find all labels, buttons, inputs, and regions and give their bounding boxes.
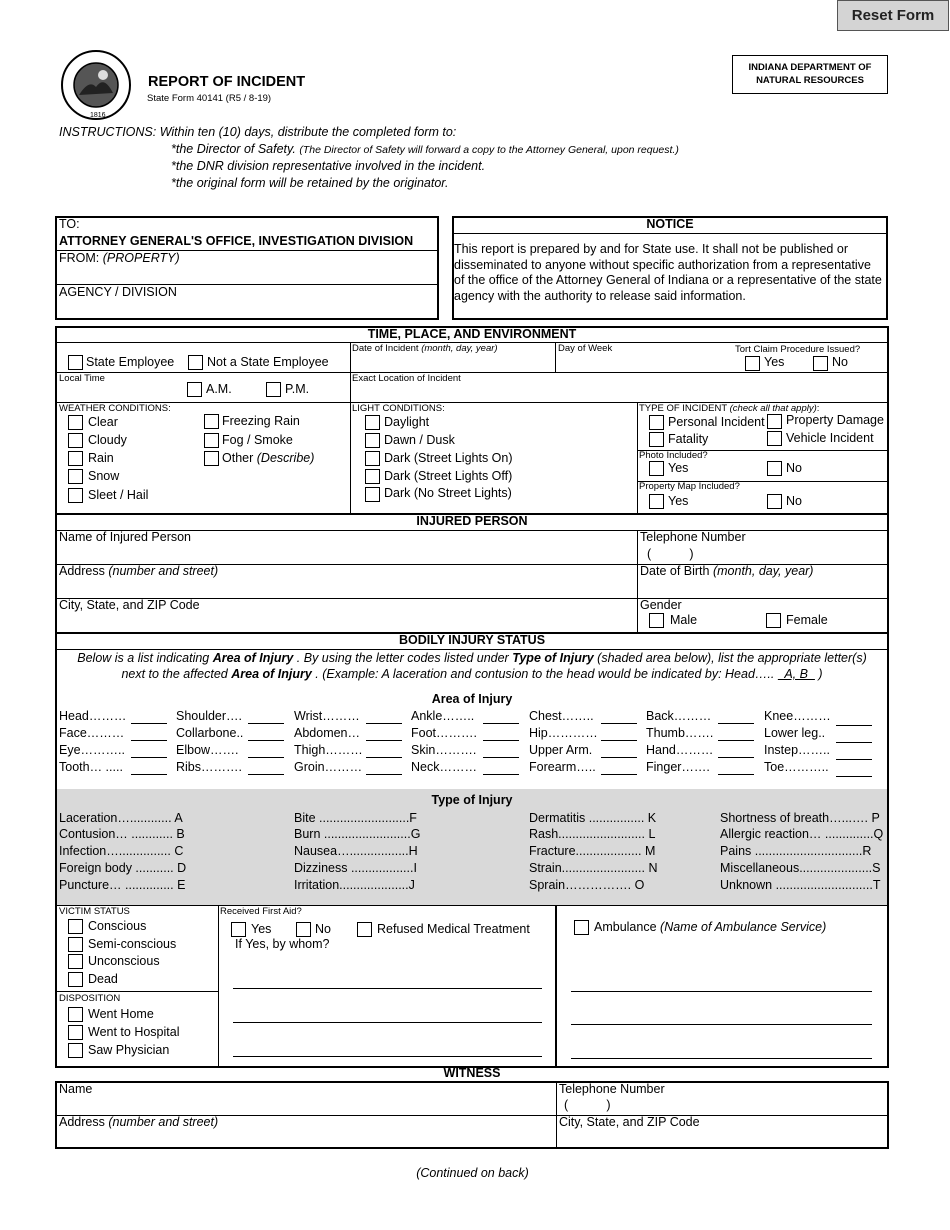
weather-fog-label: Fog / Smoke: [222, 433, 293, 447]
area-item: Toe………..: [764, 760, 829, 774]
intro2-b: Area of Injury: [231, 667, 312, 681]
ambulance-line[interactable]: [571, 1024, 872, 1025]
area-item: Upper Arm.: [529, 743, 593, 757]
notice-line3: of the office of the Attorney General of Indiana or a representative of the state: [454, 273, 882, 287]
bodily-intro-line2: [57, 667, 887, 681]
injury-type: Foreign body ........... D: [59, 861, 187, 875]
intro2-c: . (Example: A laceration and contusion to the head would be indicated by: Head…..: [311, 667, 778, 681]
area-blank[interactable]: [131, 723, 167, 724]
first-aid-yes-checkbox[interactable]: [231, 922, 246, 937]
injury-type: Sprain……………. O: [529, 878, 645, 892]
agency-line2: NATURAL RESOURCES: [756, 75, 864, 86]
light-dark-on-label: Dark (Street Lights On): [384, 451, 513, 465]
injured-city-label: City, State, and ZIP Code: [59, 598, 200, 612]
bodily-title: BODILY INJURY STATUS: [398, 633, 546, 647]
light-label: LIGHT CONDITIONS:: [352, 403, 445, 414]
weather-clear-checkbox[interactable]: [68, 415, 83, 430]
map-no-checkbox[interactable]: [767, 494, 782, 509]
injury-type: Irritation....................J: [294, 878, 415, 892]
type-vehicle-label: Vehicle Incident: [786, 431, 874, 445]
weather-sleet-checkbox[interactable]: [68, 488, 83, 503]
first-aid-line[interactable]: [233, 1056, 542, 1057]
disposition-home-label: Went Home: [88, 1007, 154, 1021]
disposition-physician-label: Saw Physician: [88, 1043, 170, 1057]
victim-dead-label: Dead: [88, 972, 118, 986]
notice-line2: disseminated to anyone without specific authorization from a representative: [454, 258, 871, 272]
by-whom-label: If Yes, by whom?: [235, 937, 330, 951]
area-item: Neck………: [411, 760, 477, 774]
injury-type: Strain........................ N: [529, 861, 658, 875]
injury-type: Contusion… ............ B: [59, 827, 185, 841]
area-blank[interactable]: [836, 776, 872, 777]
victim-status-label: VICTIM STATUS: [59, 906, 130, 917]
disposition-physician-checkbox[interactable]: [68, 1043, 83, 1058]
injury-type: Miscellaneous.....................S: [720, 861, 881, 875]
area-item: Knee………: [764, 709, 831, 723]
area-blank[interactable]: [718, 723, 754, 724]
injury-type: Burn .........................G: [294, 827, 421, 841]
area-item: Groin………: [294, 760, 363, 774]
ambulance-label: [594, 920, 826, 934]
injured-name-field[interactable]: [59, 546, 634, 562]
area-blank[interactable]: [483, 774, 519, 775]
weather-freezing-rain-label: Freezing Rain: [222, 414, 300, 428]
area-blank[interactable]: [366, 723, 402, 724]
injury-type: Laceration…............ A: [59, 811, 183, 825]
local-time-label: Local Time: [59, 373, 105, 384]
witness-city-label: City, State, and ZIP Code: [559, 1115, 700, 1129]
weather-clear-label: Clear: [88, 415, 118, 429]
weather-rain-checkbox[interactable]: [68, 451, 83, 466]
area-item: Elbow…….: [176, 743, 239, 757]
victim-unconscious-label: Unconscious: [88, 954, 160, 968]
area-item: Chest……..: [529, 709, 594, 723]
injury-type: Bite ..........................F: [294, 811, 417, 825]
area-blank[interactable]: [248, 774, 284, 775]
state-employee-checkbox[interactable]: [68, 355, 83, 370]
light-dawn-label: Dawn / Dusk: [384, 433, 455, 447]
injury-type: Pains ...............................R: [720, 844, 872, 858]
area-blank[interactable]: [601, 774, 637, 775]
area-blank[interactable]: [836, 759, 872, 760]
witness-address-note: (number and street): [108, 1115, 219, 1129]
area-blank[interactable]: [718, 740, 754, 741]
instruction-line1-note: (The Director of Safety will forward a copy to the Attorney General, upon request.): [299, 144, 679, 156]
area-blank[interactable]: [601, 757, 637, 758]
instruction-line1-main: *the Director of Safety.: [171, 142, 296, 156]
reset-form-button[interactable]: Reset Form: [837, 0, 949, 31]
notice-line4: agency with the authority to release said information.: [454, 289, 746, 303]
pm-checkbox[interactable]: [266, 382, 281, 397]
weather-sleet-label: Sleet / Hail: [88, 488, 149, 502]
tort-yes-checkbox[interactable]: [745, 356, 760, 371]
area-item: Tooth… .....: [59, 760, 123, 774]
area-blank[interactable]: [131, 740, 167, 741]
map-no-label: No: [786, 494, 802, 508]
weather-freezing-rain-checkbox[interactable]: [204, 414, 219, 429]
light-daylight-label: Daylight: [384, 415, 430, 429]
area-blank[interactable]: [718, 774, 754, 775]
injured-title: INJURED PERSON: [416, 514, 528, 528]
light-dark-off-checkbox[interactable]: [365, 469, 380, 484]
injury-type: Dizziness ..................I: [294, 861, 417, 875]
injury-type: Shortness of breath…...…. P: [720, 811, 880, 825]
intro2-e: ): [814, 667, 823, 681]
tort-claim-label: Tort Claim Procedure Issued?: [735, 344, 861, 355]
type-personal-checkbox[interactable]: [649, 415, 664, 430]
refused-treatment-checkbox[interactable]: [357, 922, 372, 937]
area-item: Wrist………: [294, 709, 360, 723]
state-employee-label: State Employee: [86, 355, 175, 369]
injured-address-field[interactable]: [59, 580, 634, 596]
day-of-week-field[interactable]: [558, 355, 728, 371]
tpe-title: TIME, PLACE, AND ENVIRONMENT: [367, 327, 577, 341]
area-item: Thigh………: [294, 743, 363, 757]
seal-year: 1816: [90, 112, 106, 119]
pm-label: P.M.: [285, 382, 310, 396]
area-title: Area of Injury: [431, 692, 513, 706]
from-field[interactable]: [230, 256, 430, 280]
area-item: Finger…….: [646, 760, 710, 774]
tort-no-checkbox[interactable]: [813, 356, 828, 371]
intro1-e: (shaded area below), list the appropriate letter(s): [593, 651, 867, 665]
injured-address-note: (number and street): [108, 564, 219, 578]
area-item: Shoulder….: [176, 709, 243, 723]
map-included-label: Property Map Included?: [639, 481, 740, 492]
injury-type: Allergic reaction… ..............Q: [720, 827, 884, 841]
gender-label: Gender: [640, 598, 682, 612]
type-property-label: Property Damage: [786, 413, 884, 427]
gender-male-label: Male: [670, 613, 698, 627]
witness-title: WITNESS: [443, 1066, 501, 1080]
form-number: State Form 40141 (R5 / 8-19): [147, 93, 272, 104]
area-blank[interactable]: [248, 757, 284, 758]
map-yes-checkbox[interactable]: [649, 494, 664, 509]
witness-name-label: Name: [59, 1082, 93, 1096]
first-aid-no-label: No: [315, 922, 331, 936]
area-blank[interactable]: [601, 740, 637, 741]
area-blank[interactable]: [483, 723, 519, 724]
area-item: Ankle……..: [411, 709, 475, 723]
injured-address-text: Address: [59, 564, 105, 578]
area-blank[interactable]: [131, 774, 167, 775]
agency-division-field[interactable]: [200, 290, 430, 314]
state-seal-icon: [59, 49, 135, 121]
light-dark-none-checkbox[interactable]: [365, 487, 380, 502]
photo-yes-checkbox[interactable]: [649, 461, 664, 476]
area-blank[interactable]: [366, 757, 402, 758]
tort-no-label: No: [832, 355, 848, 369]
area-blank[interactable]: [131, 757, 167, 758]
from-label: [59, 251, 180, 265]
first-aid-no-checkbox[interactable]: [296, 922, 311, 937]
victim-conscious-checkbox[interactable]: [68, 919, 83, 934]
type-fatality-checkbox[interactable]: [649, 432, 664, 447]
injured-dob-field[interactable]: [640, 580, 880, 596]
agency-line1: INDIANA DEPARTMENT OF: [748, 62, 872, 73]
light-dark-none-label: Dark (No Street Lights): [384, 486, 512, 500]
type-of-incident-text: TYPE OF INCIDENT: [639, 403, 727, 414]
area-item: Head………: [59, 709, 127, 723]
witness-telephone-field[interactable]: [620, 1097, 880, 1113]
area-item: Ribs……….: [176, 760, 242, 774]
witness-name-field[interactable]: [59, 1097, 553, 1113]
notice-title: NOTICE: [646, 217, 694, 231]
date-of-incident-text: Date of Incident: [352, 343, 419, 354]
light-daylight-checkbox[interactable]: [365, 415, 380, 430]
light-dawn-checkbox[interactable]: [365, 433, 380, 448]
tort-yes-label: Yes: [764, 355, 785, 369]
area-blank[interactable]: [483, 740, 519, 741]
intro1-b: Area of Injury: [212, 651, 294, 665]
type-of-incident-note: (check all that apply): [729, 403, 817, 414]
witness-address-text: Address: [59, 1115, 105, 1129]
area-item: Lower leg..: [764, 726, 826, 740]
disposition-label: DISPOSITION: [59, 993, 121, 1004]
light-dark-on-checkbox[interactable]: [365, 451, 380, 466]
intro2-d: A, B: [777, 667, 815, 681]
injured-dob-text: Date of Birth: [640, 564, 710, 578]
area-item: Back………: [646, 709, 712, 723]
ambulance-note: (Name of Ambulance Service): [660, 920, 827, 934]
weather-snow-checkbox[interactable]: [68, 469, 83, 484]
witness-city-field[interactable]: [559, 1130, 884, 1146]
area-blank[interactable]: [366, 740, 402, 741]
victim-conscious-label: Conscious: [88, 919, 147, 933]
ambulance-line[interactable]: [571, 991, 872, 992]
from-text: FROM:: [59, 251, 100, 265]
area-item: Thumb…….: [646, 726, 714, 740]
weather-other-text: Other: [222, 451, 254, 465]
disposition-hospital-label: Went to Hospital: [88, 1025, 180, 1039]
injured-address-label: [59, 564, 218, 578]
injured-dob-note: (month, day, year): [712, 564, 814, 578]
light-dark-off-label: Dark (Street Lights Off): [384, 469, 513, 483]
witness-telephone-parens: ( ): [564, 1098, 611, 1112]
day-of-week-label: Day of Week: [558, 343, 613, 354]
am-label: A.M.: [206, 382, 232, 396]
not-state-employee-checkbox[interactable]: [188, 355, 203, 370]
witness-address-field[interactable]: [59, 1130, 553, 1146]
weather-fog-checkbox[interactable]: [204, 433, 219, 448]
first-aid-yes-label: Yes: [251, 922, 272, 936]
area-item: Eye………..: [59, 743, 125, 757]
form-title: REPORT OF INCIDENT: [148, 74, 306, 90]
injured-name-label: Name of Injured Person: [59, 530, 192, 544]
type-of-incident-colon: :: [816, 403, 820, 414]
weather-snow-label: Snow: [88, 469, 120, 483]
continued-on-back: (Continued on back): [416, 1166, 529, 1180]
witness-telephone-label: Telephone Number: [559, 1082, 665, 1096]
map-yes-label: Yes: [668, 494, 689, 508]
injury-type: Dermatitis ................ K: [529, 811, 657, 825]
injured-telephone-label: Telephone Number: [640, 530, 746, 544]
local-time-field[interactable]: [90, 384, 180, 400]
gender-male-checkbox[interactable]: [649, 613, 664, 628]
area-item: Face………: [59, 726, 125, 740]
injury-type: Nausea….................H: [294, 844, 418, 858]
area-item: Skin……….: [411, 743, 477, 757]
injured-telephone-parens: ( ): [647, 547, 694, 561]
injury-type: Infection…............... C: [59, 844, 184, 858]
area-item: Hand………: [646, 743, 714, 757]
gender-female-checkbox[interactable]: [766, 613, 781, 628]
to-label: TO:: [59, 217, 80, 231]
ambulance-line[interactable]: [571, 1058, 872, 1059]
first-aid-line[interactable]: [233, 1022, 542, 1023]
instruction-line1: [171, 142, 679, 156]
photo-no-label: No: [786, 461, 802, 475]
victim-semi-checkbox[interactable]: [68, 937, 83, 952]
victim-dead-checkbox[interactable]: [68, 972, 83, 987]
first-aid-label: Received First Aid?: [220, 906, 302, 917]
area-blank[interactable]: [248, 723, 284, 724]
area-blank[interactable]: [483, 757, 519, 758]
area-blank[interactable]: [718, 757, 754, 758]
gender-female-label: Female: [786, 613, 828, 627]
intro2-a: next to the affected: [121, 667, 232, 681]
disposition-hospital-checkbox[interactable]: [68, 1025, 83, 1040]
witness-address-label: [59, 1115, 218, 1129]
am-checkbox[interactable]: [187, 382, 202, 397]
area-item: Forearm…..: [529, 760, 596, 774]
type-personal-label: Personal Incident: [668, 415, 765, 429]
date-of-incident-note: (month, day, year): [421, 343, 498, 354]
instructions-lead: INSTRUCTIONS: Within ten (10) days, distribute the completed form to:: [59, 125, 457, 139]
date-of-incident-label: [352, 343, 498, 354]
weather-cloudy-checkbox[interactable]: [68, 433, 83, 448]
agency-box: [732, 55, 888, 94]
area-blank[interactable]: [836, 725, 872, 726]
weather-other-label: [222, 451, 314, 465]
injury-type: Rash......................... L: [529, 827, 656, 841]
weather-rain-label: Rain: [88, 451, 114, 465]
to-value: ATTORNEY GENERAL'S OFFICE, INVESTIGATION DIVISION: [59, 234, 414, 248]
area-blank[interactable]: [601, 723, 637, 724]
ambulance-checkbox[interactable]: [574, 920, 589, 935]
area-item: Abdomen…: [294, 726, 361, 740]
photo-yes-label: Yes: [668, 461, 689, 475]
area-blank[interactable]: [836, 742, 872, 743]
area-item: Instep……..: [764, 743, 830, 757]
notice-line1: This report is prepared by and for State use. It shall not be published or: [454, 242, 848, 256]
type-vehicle-checkbox[interactable]: [767, 431, 782, 446]
type-fatality-label: Fatality: [668, 432, 709, 446]
agency-division-label: AGENCY / DIVISION: [59, 285, 177, 299]
instruction-line2: *the DNR division representative involved in the incident.: [171, 159, 486, 173]
area-item: Hip…………: [529, 726, 598, 740]
injured-dob-label: [640, 564, 813, 578]
date-of-incident-field[interactable]: [352, 355, 552, 371]
exact-location-label: Exact Location of Incident: [352, 373, 461, 384]
area-blank[interactable]: [366, 774, 402, 775]
refused-treatment-label: Refused Medical Treatment: [377, 922, 530, 936]
injury-type: Puncture… .............. E: [59, 878, 186, 892]
injury-type: Fracture................... M: [529, 844, 656, 858]
injured-telephone-field[interactable]: [700, 546, 880, 562]
not-state-employee-label: Not a State Employee: [207, 355, 329, 369]
from-note: (PROPERTY): [102, 251, 180, 265]
exact-location-field[interactable]: [352, 385, 882, 401]
area-item: Foot……….: [411, 726, 477, 740]
instruction-line3: *the original form will be retained by the originator.: [171, 176, 449, 190]
area-blank[interactable]: [248, 740, 284, 741]
disposition-home-checkbox[interactable]: [68, 1007, 83, 1022]
type-property-checkbox[interactable]: [767, 414, 782, 429]
area-item: Collarbone..: [176, 726, 244, 740]
photo-no-checkbox[interactable]: [767, 461, 782, 476]
intro1-a: Below is a list indicating: [77, 651, 213, 665]
injury-type: Unknown ............................T: [720, 878, 881, 892]
intro1-c: . By using the letter codes listed under: [293, 651, 513, 665]
weather-cloudy-label: Cloudy: [88, 433, 127, 447]
weather-label: WEATHER CONDITIONS:: [59, 403, 171, 414]
injured-city-field[interactable]: [59, 614, 634, 630]
photo-included-label: Photo Included?: [639, 450, 708, 461]
bodily-intro-line1: [57, 651, 887, 665]
weather-other-checkbox[interactable]: [204, 451, 219, 466]
weather-other-note: (Describe): [256, 451, 315, 465]
victim-semi-label: Semi-conscious: [88, 937, 177, 951]
type-title: Type of Injury: [431, 793, 513, 807]
ambulance-text: Ambulance: [594, 920, 657, 934]
intro1-d: Type of Injury: [512, 651, 594, 665]
first-aid-line[interactable]: [233, 988, 542, 989]
victim-unconscious-checkbox[interactable]: [68, 954, 83, 969]
